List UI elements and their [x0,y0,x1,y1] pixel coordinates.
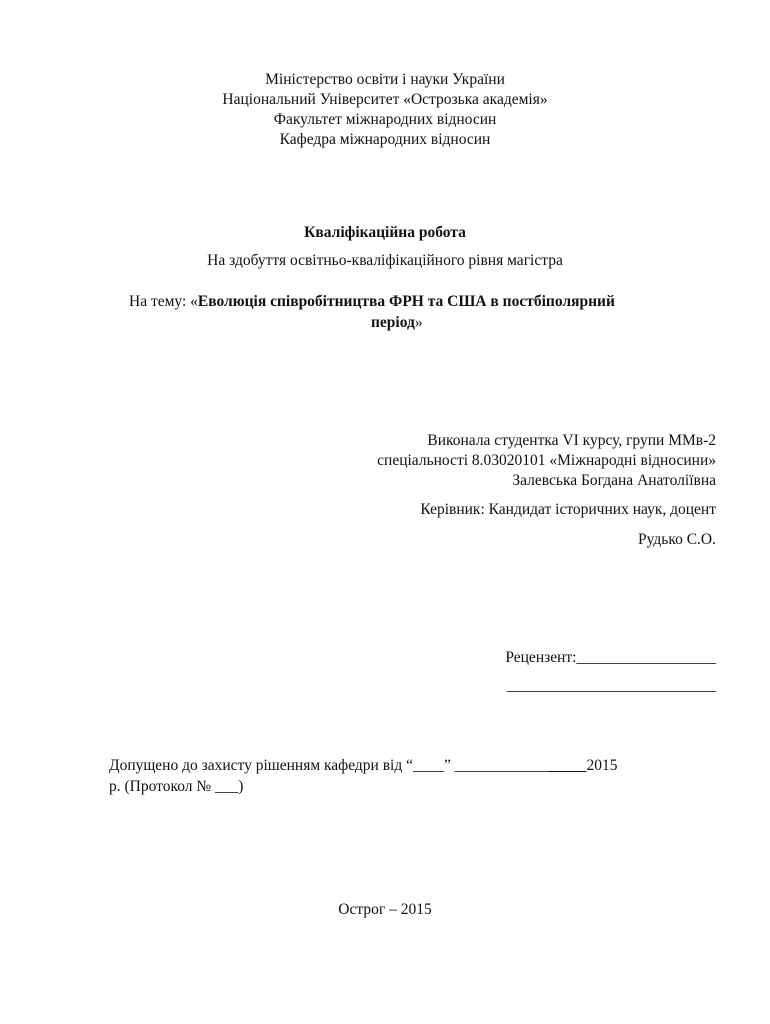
admission-line-2: р. (Протокол № ___) [109,778,244,795]
work-type-heading [0,223,770,243]
topic-line-2 [371,313,423,333]
ministry-line: Міністерство освіти і науки України [265,71,505,88]
author-course-line: Виконала студентка VI курсу, групи ММв-2 [427,432,716,449]
work-type-text: Кваліфікаційна робота [304,224,466,241]
author-speciality-line: спеціальності 8.03020101 «Міжнародні відносини» [377,452,716,469]
reviewer-label: Рецензент:__________________ [505,649,716,666]
faculty-line: Факультет міжнародних відносин [273,111,497,128]
admission-text: Допущено до захисту рішенням кафедри від “____” ____________ [109,757,548,774]
topic-line-1 [129,292,615,312]
admission-year: 2015 [586,757,618,774]
reviewer-blank-line: ___________________________ [506,677,716,694]
topic-suffix: » [414,314,423,331]
degree-line: На здобуття освітньо-кваліфікаційного рівня магістра [207,252,563,269]
supervisor-name: Рудько С.О. [638,531,716,548]
topic-prefix: На тему: « [129,293,198,310]
university-line: Національний Університет «Острозька академія» [222,91,548,108]
city-year: Острог – 2015 [338,901,432,918]
topic-title-part-1: Еволюція співробітництва ФРН та США в постбіполярний [197,293,615,310]
department-line: Кафедра міжнародних відносин [279,131,491,148]
admission-underlined-blank: _____ [547,757,587,774]
supervisor-line: Керівник: Кандидат історичних наук, доцент [420,501,716,518]
author-name: Залевська Богдана Анатоліївна [512,472,716,489]
topic-title-part-2: період [371,314,415,331]
admission-line-1 [109,756,617,776]
